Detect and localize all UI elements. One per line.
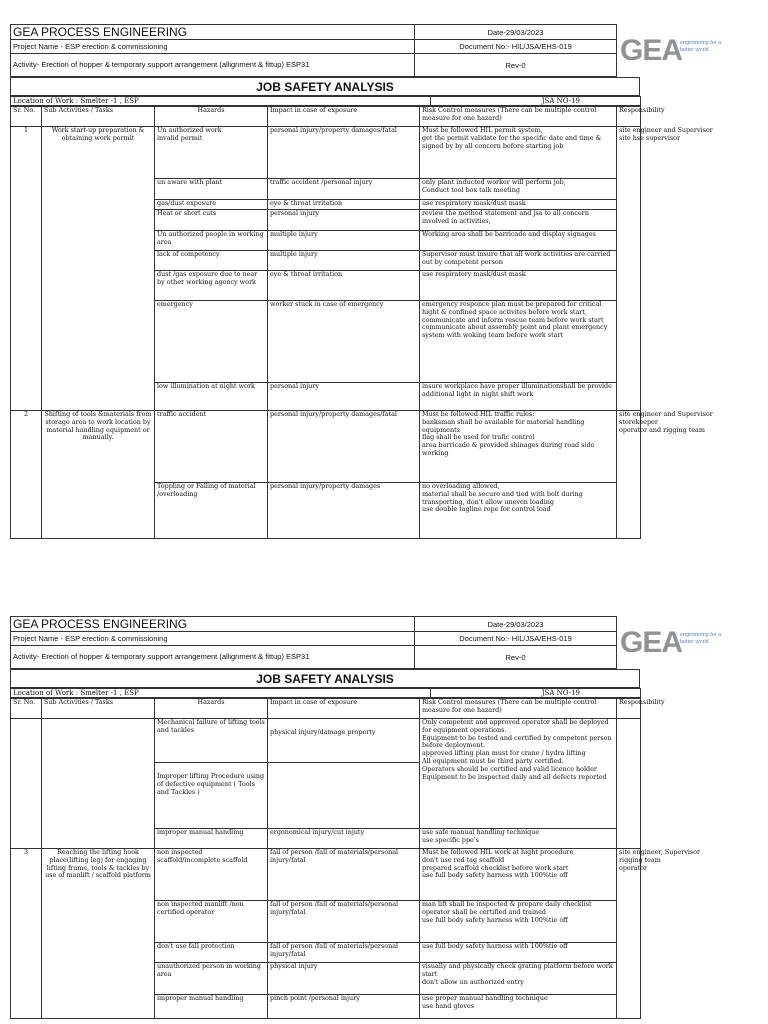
- gea-logo: [616, 24, 766, 84]
- col-sr: Sr. No.: [11, 699, 42, 719]
- col-hazards: Hazards: [155, 107, 268, 127]
- logo-tagline: engineering for a better world: [680, 40, 722, 53]
- impact-cell: multiple injury: [268, 231, 420, 251]
- col-sub-activities: Sub Activities / Tasks: [42, 107, 155, 127]
- responsibility-text: Responsibility: [619, 106, 665, 114]
- column-header-row: [11, 107, 641, 127]
- col-sr: Sr. No.: [11, 107, 42, 127]
- impact-cell: multiple injury: [268, 251, 420, 271]
- document-date: Date-29/03/2023: [415, 25, 617, 40]
- responsibility-text: site engineer, Supervisor rigging team operator: [619, 848, 701, 872]
- control-cell: no overloading allowed, material shall be secure and tied with belt during transporting, don't allow uneven loading use double tagline rope for control load: [420, 483, 617, 539]
- impact-cell: [268, 763, 420, 829]
- continued-rows: [11, 719, 641, 849]
- control-cell: only plant inducted worker will perform job, Conduct tool box talk meeting: [420, 179, 617, 200]
- gea-logo: [616, 616, 766, 676]
- activity-2-task: Shifting of tools &materials from storage area to work location by material handling equipment or manually.: [42, 411, 155, 539]
- activity-2-sr: 2: [11, 411, 42, 539]
- hazard-cell: Heat or short cuts: [155, 210, 268, 231]
- responsibility-text: site engineer and Supervisor site hse supervisor: [619, 126, 713, 142]
- impact-cell: physical injury: [268, 963, 420, 995]
- document-title: JOB SAFETY ANALYSIS: [11, 670, 640, 688]
- jsa-table-1: [10, 106, 713, 539]
- document-date: Date-29/03/2023: [415, 617, 617, 632]
- control-cell: emergency responce plan must be prepared for critical hight & confined space activites before work start, communicate and inform rescue team before work start communicate about assembly point and plant emergency system with woking team before work start: [420, 301, 617, 383]
- col-impact: Impact in case of exposure: [268, 699, 420, 719]
- activity-1-sr: 1: [11, 127, 42, 411]
- jsa-number: JSA NO-19: [431, 689, 641, 698]
- hazard-cell: un aware with plant: [155, 179, 268, 200]
- activity-1-task: Work start-up preparation & obtaining work permit: [42, 127, 155, 411]
- impact-cell: pinch point /personal injury: [268, 995, 420, 1019]
- hazard-cell: improper manual handling: [155, 995, 268, 1019]
- hazard-cell: Un authorized work invalid permit: [155, 127, 268, 179]
- jsa-number: JSA NO-19: [431, 97, 641, 106]
- logo-text: GEA: [620, 34, 683, 67]
- responsibility-text: Responsibility: [619, 698, 665, 706]
- control-cell: use respiratory mask/dust mask: [420, 200, 617, 210]
- activity-3-responsibility: [617, 848, 701, 1019]
- logo-tagline: engineering for a better world: [680, 632, 722, 645]
- hazard-cell: unauthorized person in working area: [155, 963, 268, 995]
- jsa-page-1: [10, 24, 722, 544]
- hazard-cell: Improper lifting Procedure using of defective equipment ( Tools and Tackles ): [155, 763, 268, 829]
- activity-3-sr: 3: [11, 849, 42, 1019]
- document-header: [10, 24, 641, 77]
- company-name: GEA PROCESS ENGINEERING: [11, 25, 415, 40]
- hazard-cell: non inspected scaffold/incomplete scaffold: [155, 849, 268, 901]
- activity-2-responsibility: [617, 410, 713, 539]
- hazard-cell: don't use fall protection: [155, 943, 268, 963]
- control-cell: review the method statement and jsa to all concern involved in activities,: [420, 210, 617, 231]
- document-number: Document No:- HIL/JSA/EHS-019: [415, 632, 617, 646]
- control-cell: visually and physically check grating platform before work start don't allow un authorized entry: [420, 963, 617, 995]
- document-title: JOB SAFETY ANALYSIS: [11, 78, 640, 96]
- activity-description: Activity- Erection of hopper & temporary support arrangement (allignment & fittup) ESP31: [11, 646, 415, 669]
- activity-2-rows: [11, 410, 713, 539]
- impact-cell: traffic accident /personal injury: [268, 179, 420, 200]
- hazard-cell: lack of competency: [155, 251, 268, 271]
- document-header-2: [10, 616, 641, 669]
- control-cell: Supervisor must insure that all work activities are carried out by competent person: [420, 251, 617, 271]
- hazard-cell: Un authorized people in working area: [155, 231, 268, 251]
- impact-cell: personal injury/property damages/fatal: [268, 127, 420, 179]
- impact-cell: eye & throat irritation: [268, 200, 420, 210]
- revision: Rev-0: [415, 646, 617, 669]
- col-sub-activities: Sub Activities / Tasks: [42, 699, 155, 719]
- hazard-cell: dust /gas exposure due to near by other working agency work: [155, 271, 268, 301]
- hazard-cell: emergency: [155, 301, 268, 383]
- hazard-cell: Toppling or Falling of material /overloading: [155, 483, 268, 539]
- hazard-cell: low illumination at night work: [155, 383, 268, 411]
- work-location: Location of Work : Smelter -1 , ESP: [11, 97, 431, 106]
- impact-cell: eye & throat irritation: [268, 271, 420, 301]
- col-hazards: Hazards: [155, 699, 268, 719]
- control-cell: use respiratory mask/dust mask: [420, 271, 617, 301]
- control-cell: Must be followed HIL traffic rules: banksman shall be available for material handling equipments flag shall be used for trafic control area barricade & provided shinages during road side working: [420, 411, 617, 483]
- hazard-cell: improper manual handling: [155, 829, 268, 849]
- project-name: Project Name - ESP erection & commissioning: [11, 632, 415, 646]
- project-name: Project Name - ESP erection & commissioning: [11, 40, 415, 54]
- col-responsibility: [617, 106, 665, 127]
- impact-cell: fall of person /fall of materials/personal injury/fatal: [268, 943, 420, 963]
- revision: Rev-0: [415, 54, 617, 77]
- col-responsibility: [617, 698, 665, 719]
- impact-cell: personal injury/property damages/fatal: [268, 411, 420, 483]
- control-cell: Working area shall be barricade and display signages: [420, 231, 617, 251]
- impact-cell: personal injury: [268, 383, 420, 411]
- col-risk-control: Risk Control measures (There can be multiple control measure for one hazard): [420, 107, 617, 127]
- hazard-cell: Mechanical failure of lifting tools and tackles: [155, 719, 268, 763]
- impact-cell: worker stuck in case of emergency: [268, 301, 420, 383]
- control-cell: use proper manual handling technique use hand gloves: [420, 995, 617, 1019]
- control-cell: Only competent and approved operator shall be deployed for equipment operations. Equipment to be tested and certified by competent person before deployment. approved lifting plan must for crane / hydra lifting All equipment must be third party certified. Operators should be certified and valid licence holder Equipment to be inspected daily and all defects reported: [420, 719, 617, 829]
- control-cell: Must be followed HIL work at hight procedure don't use red tag scaffold prepared scaffold checklist before work start use full body safety harness with 100%tie off: [420, 849, 617, 901]
- company-name: GEA PROCESS ENGINEERING: [11, 617, 415, 632]
- logo-text: GEA: [620, 626, 683, 659]
- activity-description: Activity- Erection of hopper & temporary support arrangement (allignment & fittup) ESP31: [11, 54, 415, 77]
- control-cell: use full body safety harness with 100%tie off: [420, 943, 617, 963]
- table-row: [11, 849, 641, 901]
- activity-1-rows: [11, 126, 713, 411]
- col-risk-control: Risk Control measures (There can be multiple control measure for one hazard): [420, 699, 617, 719]
- activity-3-task: Reaching the lifting hook place(lifting leg) for engaging lifting frame, tools & tackles by use of manlift / scaffold platform: [42, 849, 155, 1019]
- jsa-page-2: [10, 616, 722, 1024]
- activity-1-responsibility: [617, 126, 713, 411]
- impact-cell: fall of person /fall of materials/personal injury/fatal: [268, 849, 420, 901]
- control-cell: use safe manual handling technique use specific ppe's: [420, 829, 617, 849]
- impact-cell: personal injury/property damages: [268, 483, 420, 539]
- hazard-cell: non inspected manlift /non certified operator: [155, 901, 268, 943]
- column-header-row: [11, 699, 641, 719]
- impact-cell: personal injury: [268, 210, 420, 231]
- activity-3-rows: [11, 848, 701, 1019]
- table-row: [11, 411, 641, 483]
- responsibility-text: site engineer and Supervisor storekeeper operator and rigging team: [619, 410, 713, 434]
- table-row: [11, 719, 641, 763]
- table-row: [11, 127, 641, 179]
- control-cell: man lift shall be inspected & prepare daily checklist operator shall be certified and trained use full body safety harness with 100%tie off: [420, 901, 617, 943]
- impact-cell: physical injury/damage property: [268, 719, 420, 763]
- control-cell: insure workplace have proper illuminationshall be provide additional light in night shift work: [420, 383, 617, 411]
- impact-cell: fall of person /fall of materials/personal injury/fatal: [268, 901, 420, 943]
- control-cell: Must be followed HIL permit system, get the permit validate for the specific date and time & signed by by all concern before starting job: [420, 127, 617, 179]
- hazard-cell: gas/dust exposure: [155, 200, 268, 210]
- document-number: Document No:- HIL/JSA/EHS-019: [415, 40, 617, 54]
- work-location: Location of Work : Smelter -1 , ESP: [11, 689, 431, 698]
- hazard-cell: traffic accident: [155, 411, 268, 483]
- jsa-table-2: [10, 698, 701, 1019]
- impact-cell: ergonomical injury/cut injuty: [268, 829, 420, 849]
- col-impact: Impact in case of exposure: [268, 107, 420, 127]
